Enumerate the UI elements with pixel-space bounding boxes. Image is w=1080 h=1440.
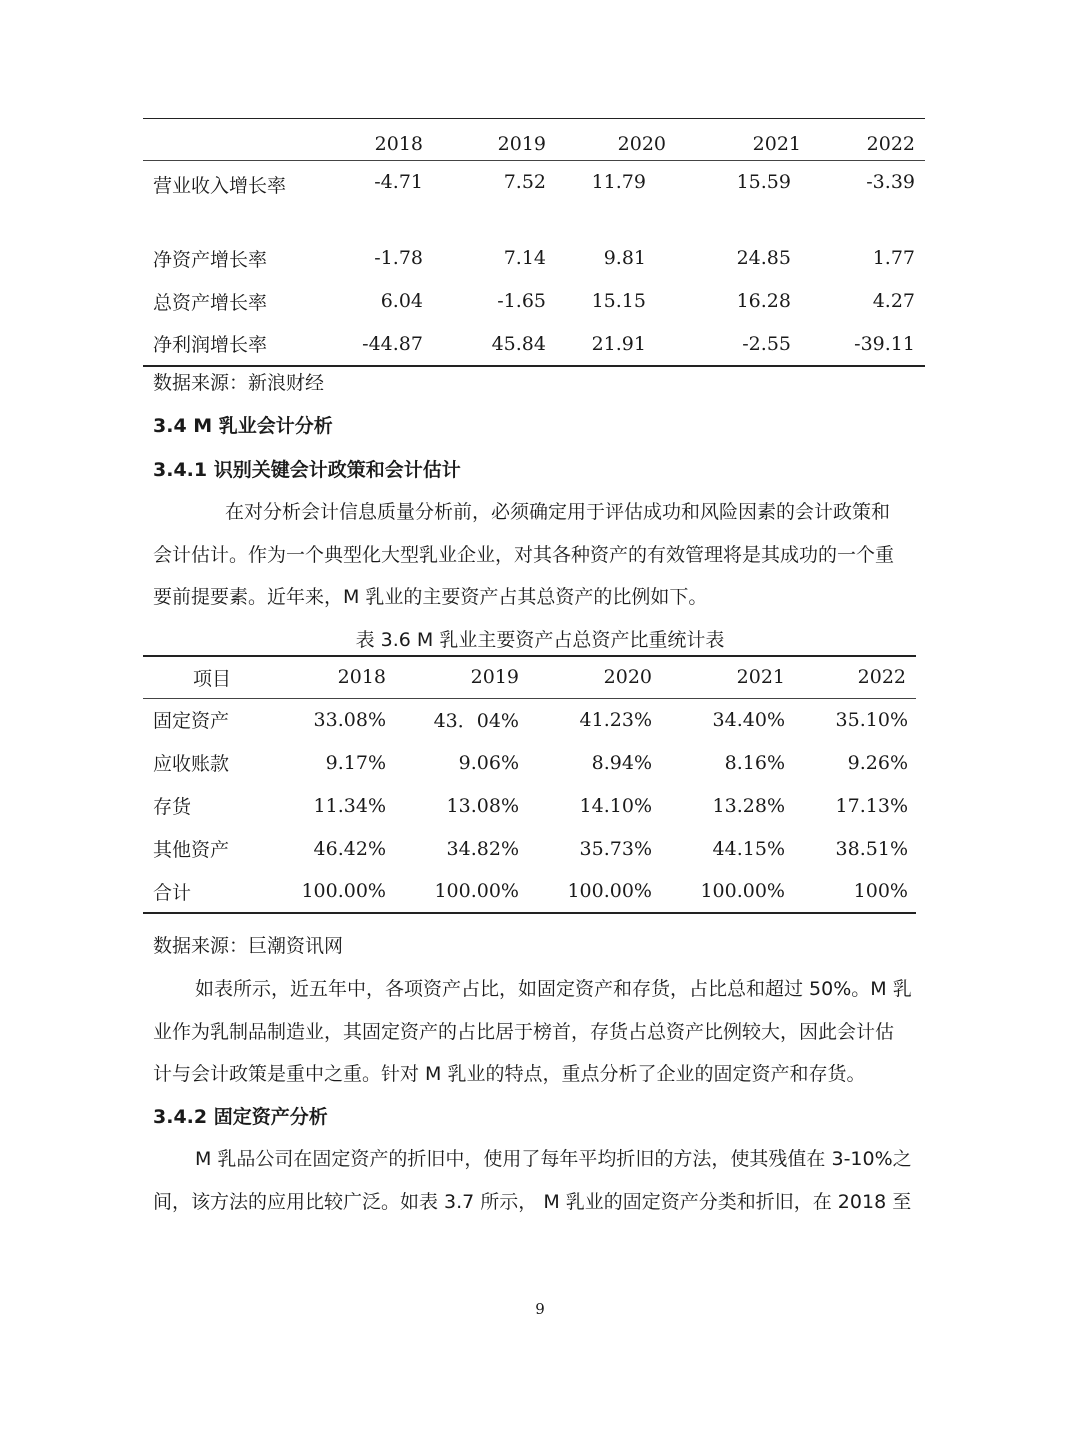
header-cell: 2018 (374, 132, 423, 155)
row-label: 固定资产 (153, 710, 230, 733)
table-cell: -3.39 (866, 171, 915, 193)
paragraph-line: 间，该方法的应用比较广泛。如表 3.7 所示， M 乳业的固定资产分类和折旧，在 2018 至 (153, 1191, 912, 1213)
header-cell: 2020 (603, 666, 652, 689)
paragraph-line: 计与会计政策是重中之重。针对 M 乳业的特点，重点分析了企业的固定资产和存货。 (153, 1063, 866, 1085)
table-cell: 44.15% (712, 837, 785, 860)
table-cell: 11.34% (313, 794, 386, 817)
table-cell: 34.82% (446, 837, 519, 860)
paragraph-line: 要前提要素。近年来，M 乳业的主要资产占其总资产的比例如下。 (153, 586, 708, 608)
table-cell: -1.78 (374, 247, 423, 269)
table-cell: 21.91 (591, 332, 646, 355)
table-header-row (143, 656, 916, 698)
table-header-row (143, 119, 925, 161)
table-cell: 6.04 (380, 290, 423, 312)
table2-source: 数据来源：巨潮资讯网 (153, 935, 344, 957)
row-label: 其他资产 (153, 839, 230, 861)
table-cell: 45.84 (491, 332, 546, 355)
table-row (143, 741, 916, 784)
table-cell: -44.87 (362, 332, 423, 355)
table-cell: 11.79 (591, 171, 646, 193)
growth-rate-table (143, 118, 925, 367)
table-cell: 13.28% (712, 794, 785, 817)
row-label: 净资产增长率 (153, 248, 268, 271)
table-cell: 15.59 (736, 171, 791, 193)
page-number: 9 (535, 1300, 545, 1318)
header-cell: 项目 (193, 667, 232, 690)
table-row (143, 870, 916, 913)
table-row (143, 280, 925, 323)
table-cell: 9.26% (847, 751, 908, 774)
table-cell: 33.08% (313, 708, 386, 731)
table-cell: 35.10% (835, 708, 908, 731)
table-cell: 1.77 (872, 247, 915, 269)
table1-source: 数据来源：新浪财经 (153, 372, 325, 394)
table-cell: 46.42% (313, 837, 386, 860)
table-cell: 24.85 (736, 247, 791, 269)
table-row (143, 237, 925, 280)
header-cell: 2022 (866, 132, 915, 155)
header-cell: 2021 (736, 666, 785, 689)
table-cell: 43．04% (433, 710, 519, 733)
header-cell (143, 119, 353, 161)
header-cell: 2018 (337, 666, 386, 689)
paragraph-line: 业作为乳制品制造业，其固定资产的占比居于榜首，存货占总资产比例较大，因此会计估 (153, 1021, 895, 1043)
section-heading-3-4: 3.4 M 乳业会计分析 (153, 415, 333, 437)
table-cell: -1.65 (497, 290, 546, 312)
row-label: 总资产增长率 (153, 291, 268, 314)
table-cell: 100.00% (434, 880, 519, 902)
table-cell: 13.08% (446, 794, 519, 817)
table-cell: 100% (853, 880, 908, 902)
paragraph-line: 在对分析会计信息质量分析前，必须确定用于评估成功和风险因素的会计政策和 (225, 501, 891, 523)
table-row (143, 698, 916, 741)
table-cell: 100.00% (700, 880, 785, 902)
table-cell: 41.23% (579, 708, 652, 731)
section-heading-3-4-2: 3.4.2 固定资产分析 (153, 1106, 328, 1128)
table-cell: 100.00% (567, 880, 652, 902)
table-cell: -39.11 (854, 332, 915, 355)
table-row (143, 827, 916, 870)
table-cell: 34.40% (712, 708, 785, 731)
table-row (143, 323, 925, 366)
table-cell: 17.13% (835, 794, 908, 817)
table-cell: 7.52 (503, 171, 546, 193)
header-cell: 2019 (470, 666, 519, 689)
table-row (143, 784, 916, 827)
row-label: 营业收入增长率 (153, 175, 287, 197)
table-row (143, 161, 925, 237)
header-cell: 2021 (752, 132, 801, 155)
table-cell: 8.16% (724, 751, 785, 774)
section-heading-3-4-1: 3.4.1 识别关键会计政策和会计估计 (153, 459, 461, 481)
table-cell: -4.71 (374, 171, 423, 193)
table-cell: -2.55 (742, 332, 791, 355)
table-cell: 7.14 (503, 247, 546, 269)
table-cell: 9.06% (458, 751, 519, 774)
table-cell: 9.81 (603, 247, 646, 269)
paragraph-line: 会计估计。作为一个典型化大型乳业企业，对其各种资产的有效管理将是其成功的一个重 (153, 544, 895, 566)
table-cell: 14.10% (579, 794, 652, 817)
row-label: 合计 (153, 881, 192, 904)
row-label: 存货 (153, 796, 192, 818)
table-cell: 8.94% (591, 751, 652, 774)
header-cell: 2020 (617, 132, 666, 155)
table-cell: 16.28 (736, 290, 791, 312)
asset-ratio-table (143, 655, 916, 914)
table-cell: 15.15 (591, 290, 646, 312)
header-cell: 2022 (857, 666, 906, 689)
table-cell: 35.73% (579, 837, 652, 860)
table-cell: 38.51% (835, 837, 908, 860)
table-cell: 9.17% (325, 751, 386, 774)
table-cell: 100.00% (301, 880, 386, 902)
table2-caption: 表 3.6 M 乳业主要资产占总资产比重统计表 (355, 629, 725, 651)
table-cell: 4.27 (872, 290, 915, 312)
row-label: 净利润增长率 (153, 334, 268, 356)
paragraph-line: M 乳品公司在固定资产的折旧中，使用了每年平均折旧的方法，使其残值在 3-10%之 (195, 1148, 912, 1170)
row-label: 应收账款 (153, 753, 230, 775)
paragraph-line: 如表所示，近五年中，各项资产占比，如固定资产和存货，占比总和超过 50%。M 乳 (195, 978, 912, 1000)
header-cell: 2019 (497, 132, 546, 155)
